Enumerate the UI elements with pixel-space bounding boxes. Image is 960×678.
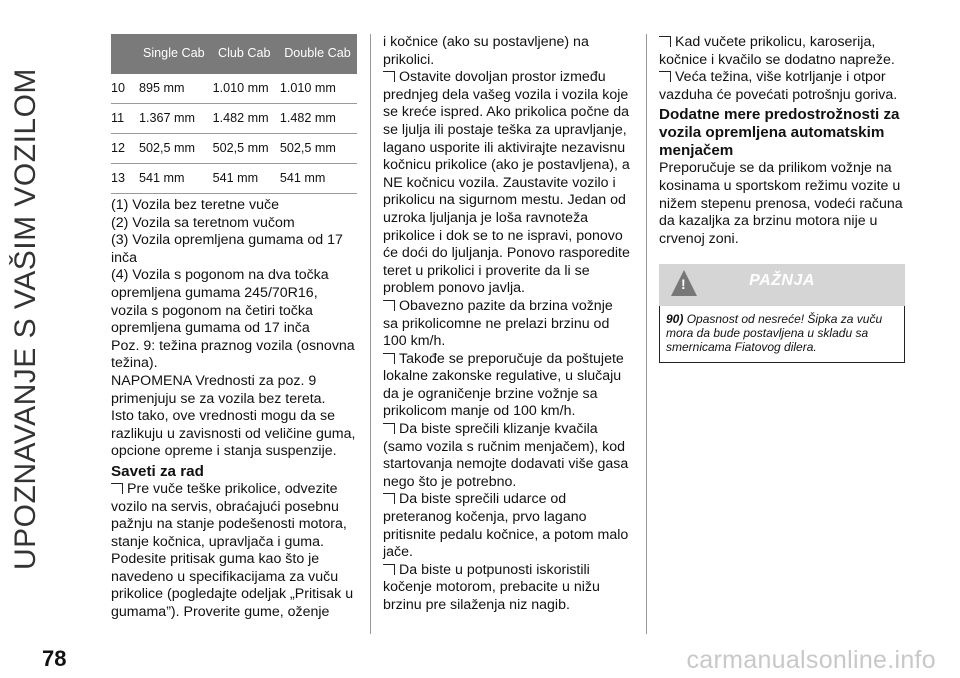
paragraph: Poz. 9: težina praznog vozila (osnovna težina). [111,337,355,372]
warning-text: Opasnost od nesreće! Šipka za vuču mora da bude postavljena u skladu sa smernicama Fiatovog dilera. [666,312,883,355]
table-cell: 1.482 mm [278,104,357,134]
arrow-bullet-icon [383,353,395,364]
table-header: Single Cab [137,34,211,74]
footnote-2: (2) Vozila sa teretnom vučom [111,214,295,231]
paragraph: i kočnice (ako su postavljene) na prikolici. [383,34,589,68]
column-2 [383,34,631,615]
footnote-3: (3) Vozila opremljena gumama od 17 inča [111,232,343,266]
warning-number: 90) [666,312,684,327]
table-header-row [111,34,357,74]
exclamation-icon: ! [681,276,686,293]
table-header: Club Cab [211,34,278,74]
note: NAPOMENA Vrednosti za poz. 9 primenjuju se za vozila bez tereta. [111,372,326,407]
column-divider [370,34,371,634]
table-header [111,34,137,74]
bullet-paragraph: Kad vučete prikolicu, karoserija, kočnice i kvačilo se dodatno napreže. [659,34,895,68]
warning-box [659,264,905,363]
table-cell: 11 [111,104,137,134]
bullet-paragraph: Obavezno pazite da brzina vožnje sa prikolicomne ne prelazi brzinu od 100 km/h. [383,297,613,350]
table-row [111,104,357,134]
section-heading: Saveti za rad [111,462,204,480]
bullet-paragraph: Da biste sprečili klizanje kvačila (samo vozila s ručnim menjačem), kod startovanja nemojte dodavati više gasa nego što je potrebno. [383,421,629,490]
paragraph: Preporučuje se da prilikom vožnje na kosinama u sportskom režimu vozite u nižem stepenu prenosa, vodeći računa da kazaljka za brzinu motora nije u crvenoj zoni. [659,160,903,247]
footnote-4: (4) Vozila s pogonom na dva točka opremljena gumama 245/70R16, vozila s pogonom na četiri točka opremljena gumama od 17 inča [111,267,329,337]
warning-title: PAŽNJA [749,272,815,290]
table-cell: 502,5 mm [211,134,278,164]
arrow-bullet-icon [383,300,395,311]
dimensions-table [111,34,357,194]
chapter-title: UPOZNAVANJE S VAŠIM VOZILOM [9,68,42,570]
bullet-paragraph: Takođe se preporučuje da poštujete lokalne zakonske regulative, u slučaju da je ograničenje brzine vožnje sa prikolicom manje od 100 km/h. [383,350,624,420]
table-cell: 502,5 mm [278,134,357,164]
table-cell: 1.367 mm [137,104,211,134]
column-1 [111,34,357,622]
table-row [111,134,357,164]
page-number: 78 [42,646,67,671]
arrow-bullet-icon [659,36,671,47]
footnote-1: (1) Vozila bez teretne vuče [111,197,279,213]
table-cell: 1.482 mm [211,104,278,134]
arrow-bullet-icon [383,423,395,434]
arrow-bullet-icon [383,564,395,575]
warning-header [659,264,905,306]
bullet-paragraph: Da biste sprečili udarce od preteranog kočenja, prvo lagano pritisnite pedalu kočnice, a potom malo jače. [383,491,629,561]
arrow-bullet-icon [659,71,671,82]
table-cell: 895 mm [137,74,211,104]
table-cell: 541 mm [211,164,278,194]
table-cell: 541 mm [137,164,211,194]
arrow-bullet-icon [383,71,395,82]
table-cell: 541 mm [278,164,357,194]
table-cell: 13 [111,164,137,194]
warning-body [659,306,905,363]
table-cell: 1.010 mm [278,74,357,104]
paragraph: Isto tako, ove vrednosti mogu da se razlikuju u zavisnosti od veličine guma, opcione opreme i stanja suspenzije. [111,408,356,460]
table-cell: 12 [111,134,137,164]
table-cell: 502,5 mm [137,134,211,164]
bullet-paragraph: Ostavite dovoljan prostor između prednjeg dela vašeg vozila i vozila koje se kreće ispred. Ako prikolica počne da se ljulja ili postaje teška za upravljanje, lagano usporite ili aktivirajte nezavisnu kočnicu prikolice (ako je postavljena), a NE kočnicu vozila. Zaustavite vozilo i prikolicu na sigurnom mestu. Jedan od uzroka ljuljanja je loša ravnoteža prikolice i dok se to ne ispravi, ponovo će doći do ljuljanja. Ponovo rasporedite teret u prikolici i proverite da li se problem ponovo javlja. [383,69,630,297]
table-header: Double Cab [278,34,357,74]
table-cell: 10 [111,74,137,104]
bullet-paragraph: Da biste u potpunosti iskoristili kočenje motorom, prebacite u nižu brzinu pre silaženja niz nagib. [383,561,600,613]
column-3 [659,34,905,363]
section-heading: Dodatne mere predostrožnosti za vozila opremljena automatskim menjačem [659,106,900,160]
table-cell: 1.010 mm [211,74,278,104]
arrow-bullet-icon [111,483,123,494]
table-row [111,164,357,194]
bullet-paragraph: Pre vuče teške prikolice, odvezite vozilo na servis, obraćajući posebnu pažnju na stanje podešenosti motora, stanje kočnica, upravljača i guma. Podesite pritisak guma kao što je navedeno u specifikacijama za vuču prikolice (pogledajte odeljak „Pritisak u gumama”). Proverite gume, oženje [111,480,354,621]
column-divider [646,34,647,634]
arrow-bullet-icon [383,493,395,504]
bullet-paragraph: Veća težina, više kotrljanje i otpor vazduha će povećati potrošnju goriva. [659,69,898,103]
table-row [111,74,357,104]
watermark: carmanualsonline.info [686,646,936,674]
